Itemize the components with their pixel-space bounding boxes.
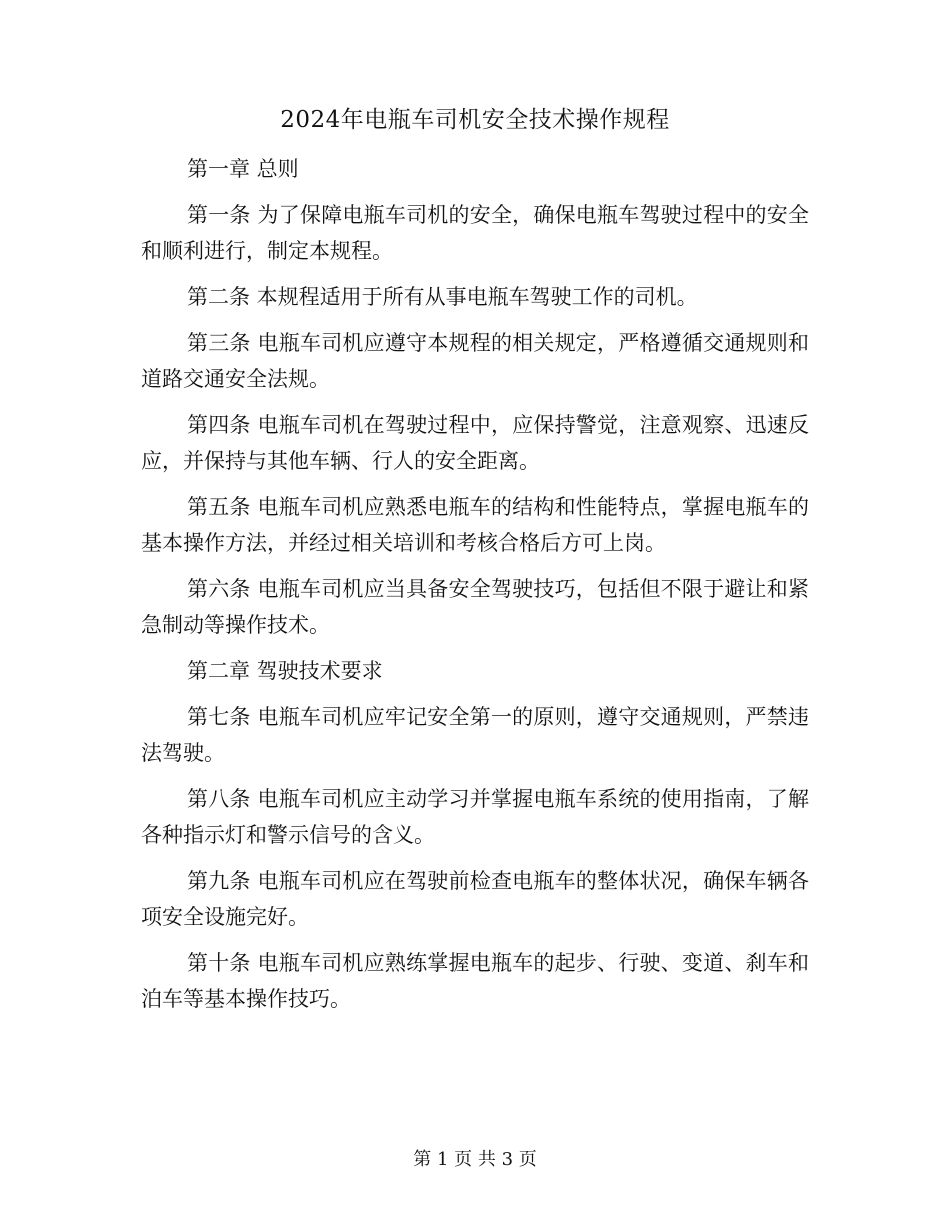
article-paragraph: 第八条 电瓶车司机应主动学习并掌握电瓶车系统的使用指南，了解各种指示灯和警示信号的含义。 (141, 787, 809, 847)
article-paragraph: 第七条 电瓶车司机应牢记安全第一的原则，遵守交通规则，严禁违法驾驶。 (141, 705, 809, 765)
article-paragraph: 第九条 电瓶车司机应在驾驶前检查电瓶车的整体状况，确保车辆各项安全设施完好。 (141, 869, 809, 929)
chapter-heading: 第一章 总则 (187, 157, 299, 181)
document-title: 2024年电瓶车司机安全技术操作规程 (280, 107, 670, 133)
page-footer: 第 1 页 共 3 页 (413, 1149, 537, 1170)
article-paragraph: 第三条 电瓶车司机应遵守本规程的相关规定，严格遵循交通规则和道路交通安全法规。 (141, 331, 809, 391)
chapter-heading: 第二章 驾驶技术要求 (187, 659, 383, 683)
article-paragraph: 第二条 本规程适用于所有从事电瓶车驾驶工作的司机。 (187, 285, 698, 309)
article-paragraph: 第五条 电瓶车司机应熟悉电瓶车的结构和性能特点，掌握电瓶车的基本操作方法，并经过相关培训和考核合格后方可上岗。 (141, 495, 809, 555)
article-paragraph: 第十条 电瓶车司机应熟练掌握电瓶车的起步、行驶、变道、刹车和泊车等基本操作技巧。 (141, 951, 809, 1011)
article-paragraph: 第一条 为了保障电瓶车司机的安全，确保电瓶车驾驶过程中的安全和顺利进行，制定本规程。 (141, 203, 809, 263)
document-body (141, 151, 809, 1017)
article-paragraph: 第四条 电瓶车司机在驾驶过程中，应保持警觉，注意观察、迅速反应，并保持与其他车辆、行人的安全距离。 (141, 413, 809, 473)
article-paragraph: 第六条 电瓶车司机应当具备安全驾驶技巧，包括但不限于避让和紧急制动等操作技术。 (141, 577, 809, 637)
